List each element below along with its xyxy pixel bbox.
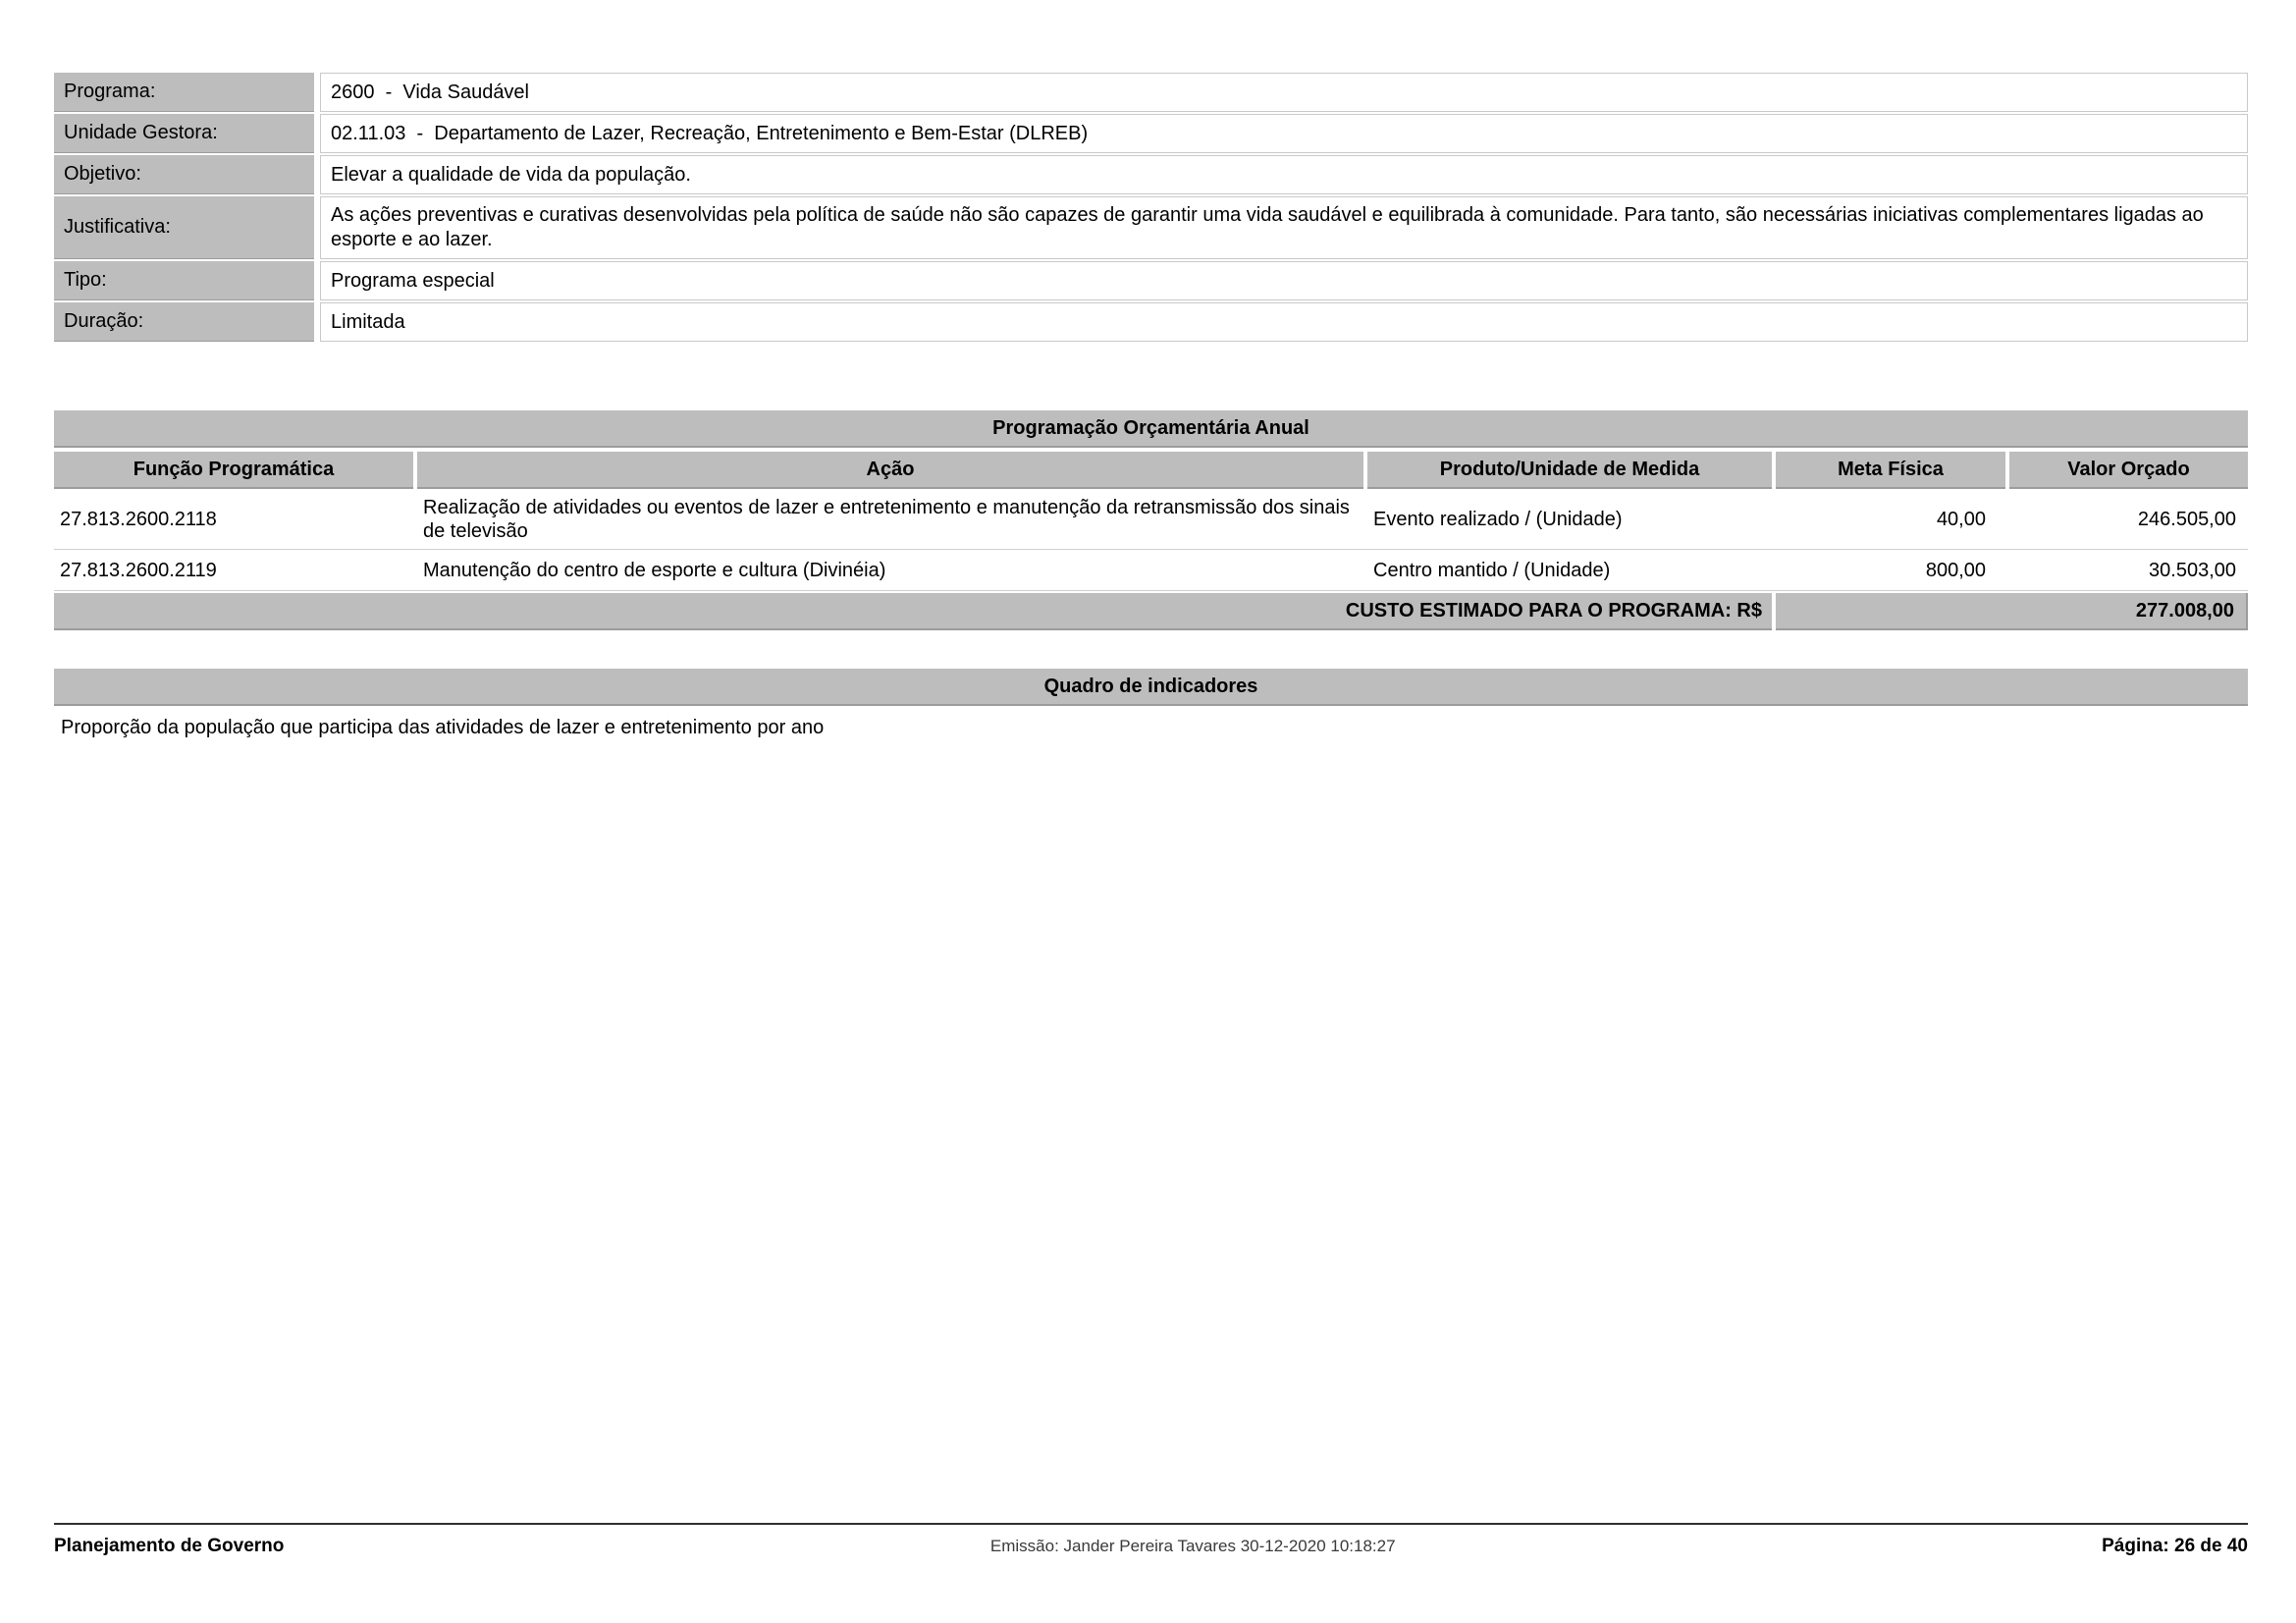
info-row-duracao xyxy=(54,302,2248,342)
info-row-justificativa xyxy=(54,196,2248,259)
cell-valor-orcado: 30.503,00 xyxy=(2149,559,2236,581)
column-header-valor-orcado: Valor Orçado xyxy=(2009,452,2248,489)
cell-funcao: 27.813.2600.2118 xyxy=(60,508,217,530)
footer-divider xyxy=(54,1523,2248,1525)
page-footer xyxy=(54,1536,2248,1557)
cell-meta-fisica: 800,00 xyxy=(1925,559,1986,581)
info-row-programa xyxy=(54,73,2248,112)
indicators-title-bar: Quadro de indicadores xyxy=(54,669,2248,706)
info-value-tipo: Programa especial xyxy=(320,261,2248,300)
info-label-objetivo: Objetivo: xyxy=(54,155,314,194)
column-header-funcao-programatica: Função Programática xyxy=(54,452,413,489)
info-value-duracao: Limitada xyxy=(320,302,2248,342)
cell-valor-orcado: 246.505,00 xyxy=(2137,508,2236,530)
info-label-tipo: Tipo: xyxy=(54,261,314,300)
footer-emission-info: Emissão: Jander Pereira Tavares 30-12-2020 10:18:27 xyxy=(989,1537,1396,1555)
cell-acao: Manutenção do centro de esporte e cultura (Divinéia) xyxy=(423,559,886,581)
info-label-duracao: Duração: xyxy=(54,302,314,342)
column-header-acao: Ação xyxy=(417,452,1363,489)
column-header-produto-unidade: Produto/Unidade de Medida xyxy=(1367,452,1772,489)
info-value-programa: 2600 - Vida Saudável xyxy=(320,73,2248,112)
total-cost-value: 277.008,00 xyxy=(1776,593,2248,630)
footer-report-name: Planejamento de Governo xyxy=(54,1536,285,1556)
info-row-unidade-gestora xyxy=(54,114,2248,153)
info-label-unidade-gestora: Unidade Gestora: xyxy=(54,114,314,153)
cell-produto: Centro mantido / (Unidade) xyxy=(1373,559,1611,581)
budget-table xyxy=(54,410,2248,630)
table-row xyxy=(54,550,2248,591)
cell-meta-fisica: 40,00 xyxy=(1936,508,1986,530)
cell-acao: Realização de atividades ou eventos de lazer e entretenimento e manutenção da retransmissão dos sinais de televisão xyxy=(423,496,1350,542)
info-label-programa: Programa: xyxy=(54,73,314,112)
budget-total-row xyxy=(54,593,2248,630)
footer-page-number: Página: 26 de 40 xyxy=(2102,1536,2248,1556)
info-label-justificativa: Justificativa: xyxy=(54,196,314,259)
total-cost-label: CUSTO ESTIMADO PARA O PROGRAMA: R$ xyxy=(54,593,1772,630)
info-value-objetivo: Elevar a qualidade de vida da população. xyxy=(320,155,2248,194)
info-row-tipo xyxy=(54,261,2248,300)
info-value-justificativa: As ações preventivas e curativas desenvolvidas pela política de saúde não são capazes de garantir uma vida saudável e equilibrada à comunidade. Para tanto, são necessárias iniciativas complementares ligadas ao esporte e ao lazer. xyxy=(320,196,2248,259)
table-row xyxy=(54,489,2248,550)
indicator-item: Proporção da população que participa das atividades de lazer e entretenimento por ano xyxy=(61,717,825,738)
program-info-table xyxy=(54,73,2248,344)
cell-produto: Evento realizado / (Unidade) xyxy=(1373,508,1623,530)
cell-funcao: 27.813.2600.2119 xyxy=(60,559,217,581)
info-value-unidade-gestora: 02.11.03 - Departamento de Lazer, Recreação, Entretenimento e Bem-Estar (DLREB) xyxy=(320,114,2248,153)
column-header-meta-fisica: Meta Física xyxy=(1776,452,2005,489)
budget-table-header xyxy=(54,452,2248,489)
budget-table-title: Programação Orçamentária Anual xyxy=(54,410,2248,448)
info-row-objetivo xyxy=(54,155,2248,194)
